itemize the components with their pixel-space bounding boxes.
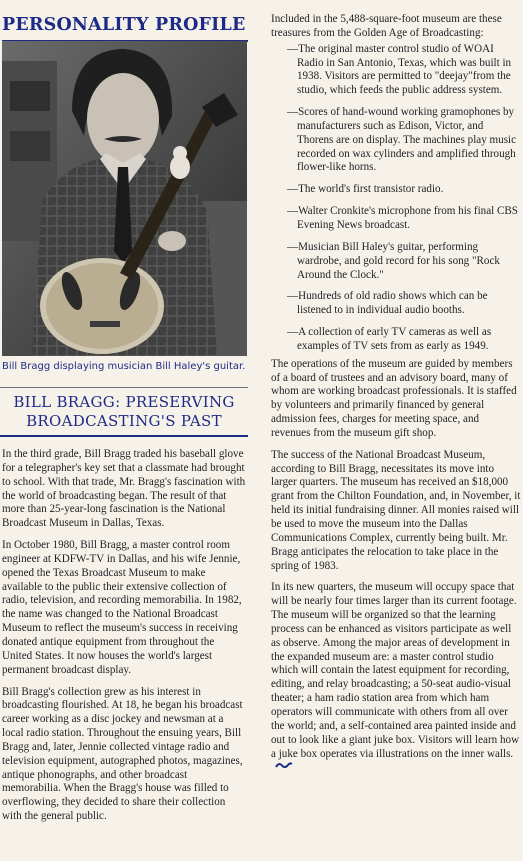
left-column xyxy=(0,0,248,42)
left-paragraph: In October 1980, Bill Bragg, a master control room engineer at KDFW-TV in Dallas, and his wife Jennie, opened the Texas Broadcast Museum to make available to the public their extensive collection of radio, television, and recording memorabilia. In 1982, the name was changed to the National Broadcast Museum to reflect the museum's success in receiving donated antique equipment from throughout the United States. It now houses the world's largest permanent broadcast display. xyxy=(2,539,242,676)
left-paragraph: Bill Bragg's collection grew as his interest in broadcasting flourished. At 18, he began his broadcast career working as a disc jockey and newsman at a local radio station. Throughout the ensuing years, Bill Bragg and, later, Jennie collected vintage radio and television equipment, autographed photos, magazines, antique phonographs, and other broadcast memorabilia. When the Bragg's house was filled to overflowing, they decided to share their collection with the general public. xyxy=(2,685,243,823)
article-title-line-1: BILL BRAGG: PRESERVING xyxy=(13,393,235,411)
left-body-text xyxy=(2,448,247,832)
photo-caption: Bill Bragg displaying musician Bill Haley's guitar. xyxy=(2,361,246,372)
list-item: — Walter Cronkite's microphone from his final CBS Evening News broadcast. xyxy=(271,205,521,233)
title-bottom-rule xyxy=(0,435,248,437)
section-heading: PERSONALITY PROFILE xyxy=(2,10,248,42)
treasures-list xyxy=(271,43,521,354)
right-paragraph: The operations of the museum are guided by members of a board of trustees and an advisory board, many of whom are working broadcast professionals. It is staffed by volunteers and primarily financed by general admission fees, charges for meeting space, and revenues from the museum gift shop. xyxy=(271,357,517,439)
right-paragraph-text: In its new quarters, the museum will occupy space that will be nearly four times larger than its current footage. The museum will be organized so that the learning process can be enhanced as visitors participate as well as observe. Among the major areas of development in the expanded museum are: a master control studio which will contain the latest equipment for recording, editing, and relay broadcasting; a 50-seat audio-visual theater; a ham radio station area from which ham operators will communicate with others from all over the world; and, a self-contained area painted inside and out to look like a giant juke box. Visitors will learn how a juke box operates via illustrations on the inner walls. xyxy=(271,581,520,760)
left-paragraph: In the third grade, Bill Bragg traded his baseball glove for a telegrapher's key set that a classmate had brought to school. With that trade, Mr. Bragg's fascination with the world of broadcasting began. The result of that more than 25-year-long fascination is the National Broadcast Museum in Dallas, Texas. xyxy=(2,448,246,530)
list-item: — The original master control studio of WOAI Radio in San Antonio, Texas, which was built in 1938. Visitors are permitted to "deejay"from the studio, which feeds the public address system. xyxy=(271,43,521,98)
portrait-photo xyxy=(2,41,247,356)
list-item: — A collection of early TV cameras as well as examples of TV sets from as early as 1949. xyxy=(271,326,521,354)
list-item: — The world's first transistor radio. xyxy=(271,183,521,197)
right-column xyxy=(271,0,521,784)
right-paragraph-last xyxy=(271,581,521,775)
list-item: — Musician Bill Haley's guitar, performing wardrobe, and gold record for his song "Rock Around the Clock." xyxy=(271,241,521,283)
list-item: — Hundreds of old radio shows which can be listened to in individual audio booths. xyxy=(271,290,521,318)
list-item: — Scores of hand-wound working gramophones by manufacturers such as Edison, Victor, and Thorens are on display. The machines play music recorded on wax cylinders and amplified through flower-like horns. xyxy=(271,106,521,175)
title-top-rule xyxy=(0,387,248,388)
article-title-line-2: BROADCASTING'S PAST xyxy=(26,412,222,430)
treasures-intro: Included in the 5,488-square-foot museum are these treasures from the Golden Age of Broadcasting: xyxy=(271,13,502,39)
right-paragraph: The success of the National Broadcast Museum, according to Bill Bragg, necessitates its move into larger quarters. The museum has received an $18,000 grant from the Chilton Foundation, and, in November, it held its initial fundraising dinner. All monies raised will be used to move the museum into the Dallas Communications Complex, currently being built. Mr. Bragg anticipates the relocation to take place in the spring of 1983. xyxy=(271,448,521,572)
end-mark-icon xyxy=(275,761,293,775)
article-title xyxy=(0,393,248,431)
